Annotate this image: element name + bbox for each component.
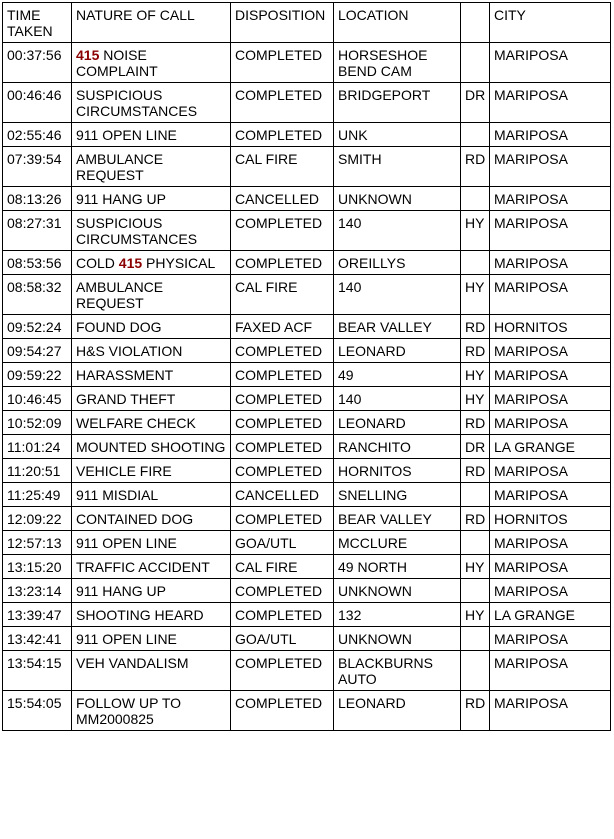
location-cell: 140	[334, 211, 461, 251]
location-cell: LEONARD	[334, 339, 461, 363]
disposition-cell: COMPLETED	[231, 387, 334, 411]
nature-text: VEH VANDALISM	[76, 655, 189, 671]
time-taken-cell: 13:54:15	[3, 651, 72, 691]
road-suffix-cell: RD	[461, 691, 490, 731]
nature-of-call-cell	[72, 459, 231, 483]
nature-text: SUSPICIOUS CIRCUMSTANCES	[76, 215, 198, 247]
table-row	[3, 147, 611, 187]
location-cell: MCCLURE	[334, 531, 461, 555]
time-taken-cell: 00:37:56	[3, 43, 72, 83]
table-row	[3, 251, 611, 275]
road-suffix-cell: HY	[461, 387, 490, 411]
time-taken-cell: 12:09:22	[3, 507, 72, 531]
city-cell: MARIPOSA	[490, 651, 611, 691]
header-location: LOCATION	[334, 3, 461, 43]
nature-of-call-cell	[72, 691, 231, 731]
table-row	[3, 123, 611, 147]
city-cell: MARIPOSA	[490, 387, 611, 411]
header-time-taken: TIME TAKEN	[3, 3, 72, 43]
road-suffix-cell	[461, 123, 490, 147]
disposition-cell: COMPLETED	[231, 691, 334, 731]
location-cell: LEONARD	[334, 691, 461, 731]
location-cell: OREILLYS	[334, 251, 461, 275]
city-cell: MARIPOSA	[490, 411, 611, 435]
nature-text: SUSPICIOUS CIRCUMSTANCES	[76, 87, 198, 119]
time-taken-cell: 10:46:45	[3, 387, 72, 411]
road-suffix-cell	[461, 251, 490, 275]
table-row	[3, 43, 611, 83]
time-taken-cell: 02:55:46	[3, 123, 72, 147]
nature-text: CONTAINED DOG	[76, 511, 194, 527]
location-cell: SNELLING	[334, 483, 461, 507]
road-suffix-cell: RD	[461, 315, 490, 339]
time-taken-cell: 11:20:51	[3, 459, 72, 483]
nature-text: FOUND DOG	[76, 319, 162, 335]
nature-text: 911 MISDIAL	[76, 487, 159, 503]
city-cell: MARIPOSA	[490, 251, 611, 275]
disposition-cell: CANCELLED	[231, 483, 334, 507]
nature-text: VEHICLE FIRE	[76, 463, 172, 479]
nature-text: H&S VIOLATION	[76, 343, 183, 359]
city-cell: MARIPOSA	[490, 483, 611, 507]
call-log-body	[3, 3, 611, 731]
location-cell: BEAR VALLEY	[334, 315, 461, 339]
nature-text: 911 OPEN LINE	[76, 631, 177, 647]
disposition-cell: FAXED ACF	[231, 315, 334, 339]
city-cell: MARIPOSA	[490, 123, 611, 147]
road-suffix-cell	[461, 531, 490, 555]
disposition-cell: COMPLETED	[231, 435, 334, 459]
table-row	[3, 603, 611, 627]
nature-text: PHYSICAL	[142, 255, 216, 271]
nature-text: WELFARE CHECK	[76, 415, 196, 431]
road-suffix-cell: HY	[461, 603, 490, 627]
time-taken-cell: 07:39:54	[3, 147, 72, 187]
location-cell: HORSESHOE BEND CAM	[334, 43, 461, 83]
city-cell: LA GRANGE	[490, 435, 611, 459]
time-taken-cell: 08:27:31	[3, 211, 72, 251]
city-cell: LA GRANGE	[490, 603, 611, 627]
time-taken-cell: 13:23:14	[3, 579, 72, 603]
time-taken-cell: 10:52:09	[3, 411, 72, 435]
nature-of-call-cell	[72, 251, 231, 275]
nature-code-highlight: 415	[118, 255, 143, 271]
nature-text: HARASSMENT	[76, 367, 174, 383]
location-cell: UNKNOWN	[334, 627, 461, 651]
nature-text: AMBULANCE REQUEST	[76, 279, 164, 311]
table-row	[3, 691, 611, 731]
city-cell: MARIPOSA	[490, 211, 611, 251]
location-cell: UNKNOWN	[334, 579, 461, 603]
time-taken-cell: 00:46:46	[3, 83, 72, 123]
nature-of-call-cell	[72, 83, 231, 123]
header-row	[3, 3, 611, 43]
nature-of-call-cell	[72, 483, 231, 507]
road-suffix-cell: HY	[461, 555, 490, 579]
city-cell: MARIPOSA	[490, 531, 611, 555]
road-suffix-cell	[461, 187, 490, 211]
location-cell: HORNITOS	[334, 459, 461, 483]
disposition-cell: COMPLETED	[231, 579, 334, 603]
nature-of-call-cell	[72, 627, 231, 651]
road-suffix-cell	[461, 627, 490, 651]
header-nature-of-call: NATURE OF CALL	[72, 3, 231, 43]
table-row	[3, 459, 611, 483]
nature-text: 911 HANG UP	[76, 583, 166, 599]
location-cell: BEAR VALLEY	[334, 507, 461, 531]
city-cell: MARIPOSA	[490, 627, 611, 651]
location-cell: SMITH	[334, 147, 461, 187]
city-cell: MARIPOSA	[490, 187, 611, 211]
disposition-cell: COMPLETED	[231, 651, 334, 691]
disposition-cell: COMPLETED	[231, 123, 334, 147]
header-disposition: DISPOSITION	[231, 3, 334, 43]
nature-of-call-cell	[72, 531, 231, 555]
table-row	[3, 651, 611, 691]
disposition-cell: COMPLETED	[231, 43, 334, 83]
nature-text: NOISE COMPLAINT	[76, 47, 158, 79]
city-cell: MARIPOSA	[490, 339, 611, 363]
city-cell: MARIPOSA	[490, 363, 611, 387]
location-cell: 140	[334, 275, 461, 315]
time-taken-cell: 08:58:32	[3, 275, 72, 315]
time-taken-cell: 15:54:05	[3, 691, 72, 731]
time-taken-cell: 13:15:20	[3, 555, 72, 579]
table-row	[3, 579, 611, 603]
time-taken-cell: 09:54:27	[3, 339, 72, 363]
city-cell: MARIPOSA	[490, 555, 611, 579]
disposition-cell: COMPLETED	[231, 507, 334, 531]
disposition-cell: CANCELLED	[231, 187, 334, 211]
location-cell: UNK	[334, 123, 461, 147]
call-log-table	[2, 2, 611, 731]
location-cell: UNKNOWN	[334, 187, 461, 211]
disposition-cell: COMPLETED	[231, 411, 334, 435]
table-row	[3, 187, 611, 211]
time-taken-cell: 13:39:47	[3, 603, 72, 627]
disposition-cell: COMPLETED	[231, 339, 334, 363]
table-row	[3, 211, 611, 251]
disposition-cell: CAL FIRE	[231, 275, 334, 315]
time-taken-cell: 11:25:49	[3, 483, 72, 507]
header-road-suffix	[461, 3, 490, 43]
nature-of-call-cell	[72, 147, 231, 187]
road-suffix-cell: RD	[461, 459, 490, 483]
table-row	[3, 83, 611, 123]
location-cell: BRIDGEPORT	[334, 83, 461, 123]
location-cell: BLACKBURNS AUTO	[334, 651, 461, 691]
time-taken-cell: 08:53:56	[3, 251, 72, 275]
table-row	[3, 339, 611, 363]
nature-of-call-cell	[72, 411, 231, 435]
nature-of-call-cell	[72, 651, 231, 691]
nature-of-call-cell	[72, 555, 231, 579]
nature-of-call-cell	[72, 123, 231, 147]
nature-of-call-cell	[72, 363, 231, 387]
time-taken-cell: 12:57:13	[3, 531, 72, 555]
nature-of-call-cell	[72, 435, 231, 459]
table-row	[3, 483, 611, 507]
road-suffix-cell: RD	[461, 411, 490, 435]
road-suffix-cell: RD	[461, 507, 490, 531]
table-row	[3, 275, 611, 315]
disposition-cell: COMPLETED	[231, 459, 334, 483]
disposition-cell: COMPLETED	[231, 251, 334, 275]
disposition-cell: COMPLETED	[231, 83, 334, 123]
disposition-cell: COMPLETED	[231, 211, 334, 251]
road-suffix-cell: DR	[461, 83, 490, 123]
road-suffix-cell: HY	[461, 275, 490, 315]
location-cell: 49 NORTH	[334, 555, 461, 579]
nature-of-call-cell	[72, 507, 231, 531]
table-row	[3, 363, 611, 387]
table-row	[3, 411, 611, 435]
nature-text: 911 OPEN LINE	[76, 127, 177, 143]
location-cell: 140	[334, 387, 461, 411]
nature-code-highlight: 415	[76, 47, 100, 63]
time-taken-cell: 09:59:22	[3, 363, 72, 387]
city-cell: HORNITOS	[490, 507, 611, 531]
disposition-cell: GOA/UTL	[231, 531, 334, 555]
nature-of-call-cell	[72, 579, 231, 603]
road-suffix-cell: HY	[461, 211, 490, 251]
disposition-cell: CAL FIRE	[231, 147, 334, 187]
road-suffix-cell: RD	[461, 339, 490, 363]
nature-of-call-cell	[72, 43, 231, 83]
nature-of-call-cell	[72, 339, 231, 363]
time-taken-cell: 13:42:41	[3, 627, 72, 651]
nature-text: 911 HANG UP	[76, 191, 166, 207]
nature-text: MOUNTED SHOOTING	[76, 439, 226, 455]
nature-text: 911 OPEN LINE	[76, 535, 177, 551]
city-cell: MARIPOSA	[490, 147, 611, 187]
location-cell: LEONARD	[334, 411, 461, 435]
road-suffix-cell: RD	[461, 147, 490, 187]
city-cell: MARIPOSA	[490, 579, 611, 603]
disposition-cell: CAL FIRE	[231, 555, 334, 579]
nature-text: TRAFFIC ACCIDENT	[76, 559, 210, 575]
nature-text: GRAND THEFT	[76, 391, 176, 407]
city-cell: MARIPOSA	[490, 459, 611, 483]
time-taken-cell: 11:01:24	[3, 435, 72, 459]
road-suffix-cell	[461, 43, 490, 83]
road-suffix-cell	[461, 483, 490, 507]
nature-of-call-cell	[72, 603, 231, 627]
road-suffix-cell	[461, 651, 490, 691]
location-cell: 132	[334, 603, 461, 627]
city-cell: HORNITOS	[490, 315, 611, 339]
nature-of-call-cell	[72, 315, 231, 339]
location-cell: 49	[334, 363, 461, 387]
city-cell: MARIPOSA	[490, 691, 611, 731]
nature-text: AMBULANCE REQUEST	[76, 151, 164, 183]
nature-of-call-cell	[72, 211, 231, 251]
city-cell: MARIPOSA	[490, 275, 611, 315]
location-cell: RANCHITO	[334, 435, 461, 459]
table-row	[3, 555, 611, 579]
table-row	[3, 507, 611, 531]
nature-of-call-cell	[72, 187, 231, 211]
time-taken-cell: 08:13:26	[3, 187, 72, 211]
table-row	[3, 315, 611, 339]
table-row	[3, 531, 611, 555]
road-suffix-cell	[461, 579, 490, 603]
disposition-cell: GOA/UTL	[231, 627, 334, 651]
nature-prefix: COLD	[76, 255, 119, 271]
table-row	[3, 435, 611, 459]
table-row	[3, 627, 611, 651]
road-suffix-cell: HY	[461, 363, 490, 387]
nature-text: SHOOTING HEARD	[76, 607, 204, 623]
nature-of-call-cell	[72, 387, 231, 411]
disposition-cell: COMPLETED	[231, 363, 334, 387]
disposition-cell: COMPLETED	[231, 603, 334, 627]
table-row	[3, 387, 611, 411]
header-city: CITY	[490, 3, 611, 43]
nature-text: FOLLOW UP TO MM2000825	[76, 695, 182, 727]
time-taken-cell: 09:52:24	[3, 315, 72, 339]
nature-of-call-cell	[72, 275, 231, 315]
city-cell: MARIPOSA	[490, 43, 611, 83]
road-suffix-cell: DR	[461, 435, 490, 459]
city-cell: MARIPOSA	[490, 83, 611, 123]
